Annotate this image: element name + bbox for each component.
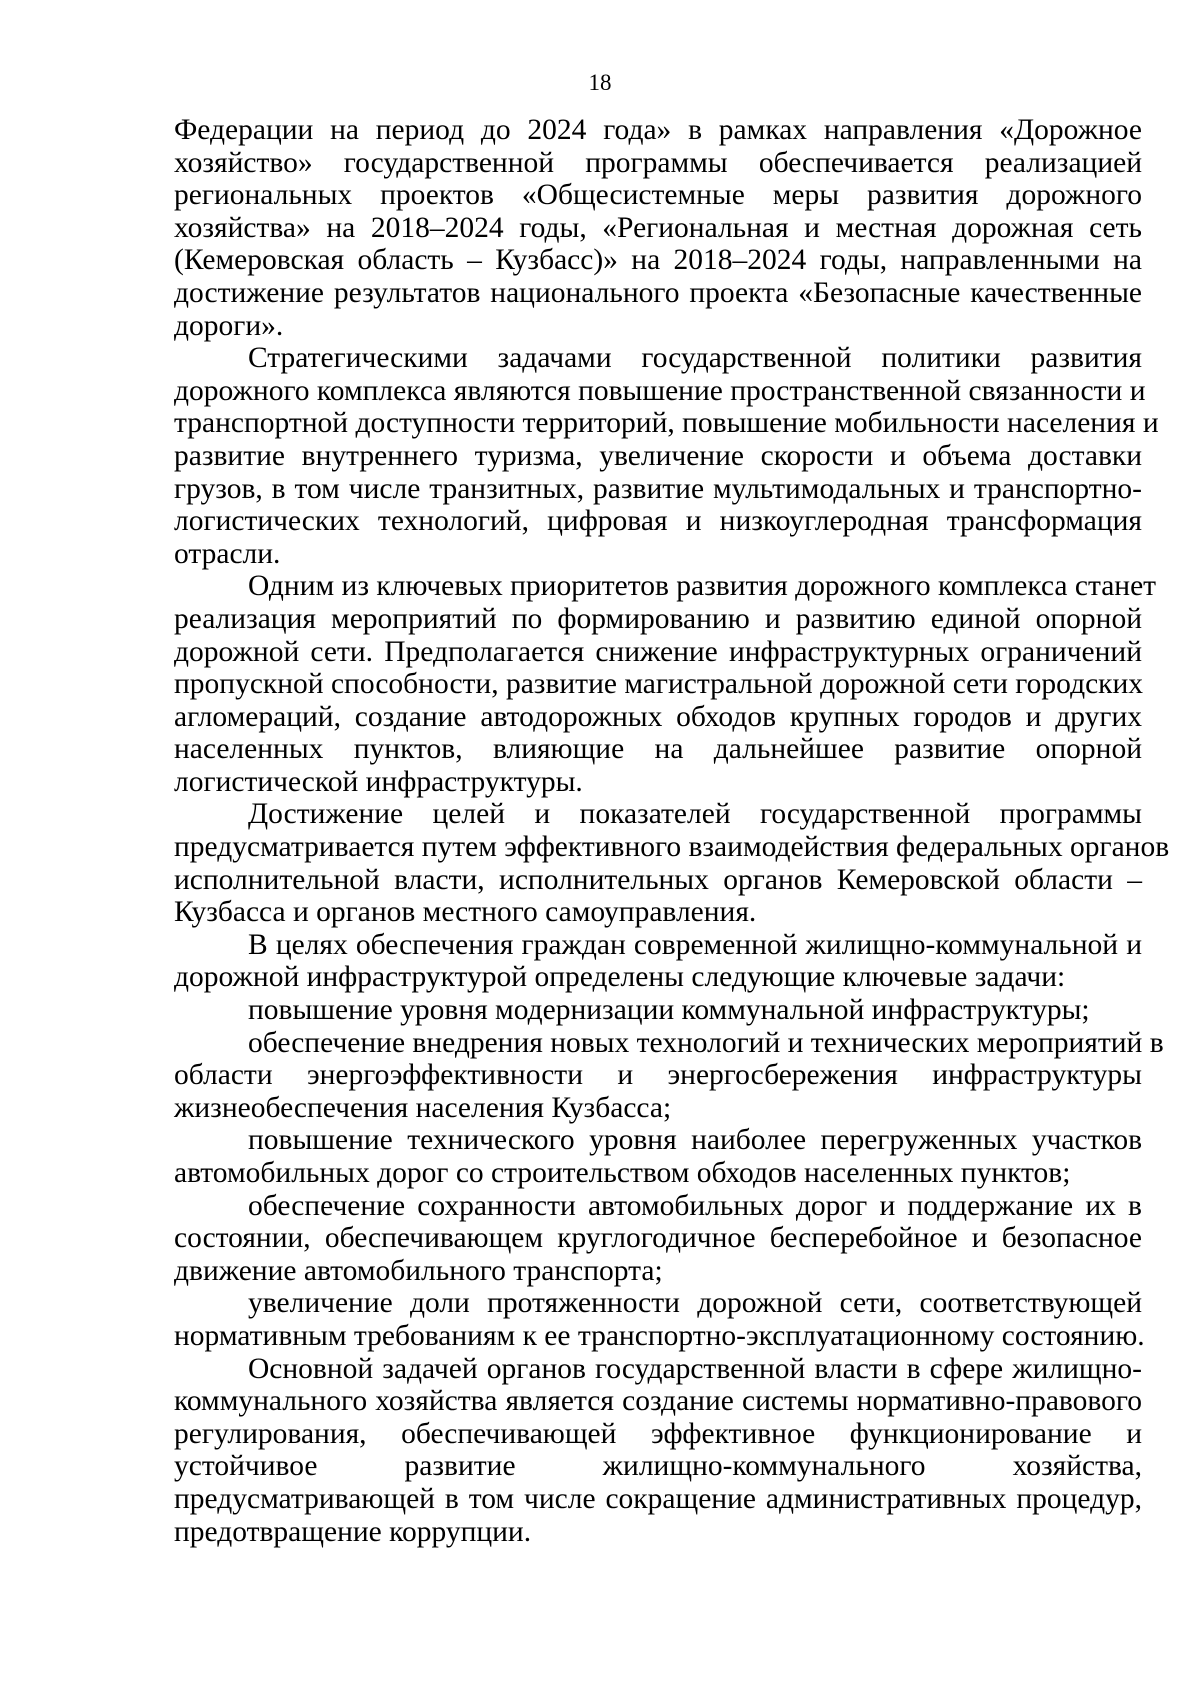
text-line: Кузбасса и органов местного самоуправления. xyxy=(174,896,757,929)
text-line: дорожной сети. Предполагается снижение инфраструктурных ограничений xyxy=(174,635,1142,668)
paragraph xyxy=(174,114,1142,342)
text-line: реализация мероприятий по формированию и развитию единой опорной xyxy=(174,602,1142,635)
text-line: предусматривается путем эффективного взаимодействия федеральных органов xyxy=(174,831,1170,864)
text-line: транспортной доступности территорий, повышение мобильности населения и xyxy=(174,407,1159,440)
text-line: Одним из ключевых приоритетов развития дорожного комплекса станет xyxy=(248,570,1157,603)
text-line: увеличение доли протяженности дорожной сети, соответствующей xyxy=(248,1287,1142,1320)
text-line: развитие внутреннего туризма, увеличение скорости и объема доставки xyxy=(174,439,1142,472)
text-line: автомобильных дорог со строительством обходов населенных пунктов; xyxy=(174,1157,1071,1189)
text-line: хозяйства» на 2018–2024 годы, «Региональная и местная дорожная сеть xyxy=(174,211,1142,244)
text-line: обеспечение сохранности автомобильных дорог и поддержание их в xyxy=(248,1189,1142,1222)
text-line: хозяйство» государственной программы обеспечивается реализацией xyxy=(174,146,1142,179)
text-line: нормативным требованиям к ее транспортно-эксплуатационному состоянию. xyxy=(174,1319,1145,1352)
text-line: движение автомобильного транспорта; xyxy=(174,1254,663,1287)
text-line: агломераций, создание автодорожных обходов крупных городов и других xyxy=(174,700,1142,733)
paragraph xyxy=(174,570,1157,798)
text-line: Федерации на период до 2024 года» в рамках направления «Дорожное xyxy=(174,114,1142,146)
text-line: населенных пунктов, влияющие на дальнейшее развитие опорной xyxy=(174,733,1142,766)
text-line: грузов, в том числе транзитных, развитие мультимодальных и транспортно- xyxy=(174,472,1142,505)
text-line: логистических технологий, цифровая и низкоуглеродная трансформация xyxy=(174,505,1142,538)
paragraph xyxy=(174,342,1159,570)
text-line: жизнеобеспечения населения Кузбасса; xyxy=(174,1091,672,1124)
text-line: повышение уровня модернизации коммунальной инфраструктуры; xyxy=(248,994,1090,1027)
text-line: коммунального хозяйства является создание системы нормативно-правового xyxy=(174,1385,1142,1418)
text-line: Основной задачей органов государственной власти в сфере жилищно- xyxy=(248,1352,1142,1385)
paragraph xyxy=(174,929,1142,994)
text-line: области энергоэффективности и энергосбережения инфраструктуры xyxy=(174,1059,1142,1092)
text-line: устойчивое развитие жилищно-коммунального хозяйства, xyxy=(174,1450,1142,1483)
text-line: исполнительной власти, исполнительных органов Кемеровской области – xyxy=(174,863,1142,896)
paragraph xyxy=(174,1190,1142,1288)
paragraph xyxy=(174,1287,1145,1352)
text-line: предотвращение коррупции. xyxy=(174,1515,532,1548)
paragraph xyxy=(174,1353,1142,1549)
text-line: достижение результатов национального проекта «Безопасные качественные xyxy=(174,276,1142,309)
text-line: повышение технического уровня наиболее перегруженных участков xyxy=(248,1124,1142,1157)
text-line: обеспечение внедрения новых технологий и технических мероприятий в xyxy=(248,1026,1164,1059)
text-line: отрасли. xyxy=(174,537,281,570)
text-line: региональных проектов «Общесистемные меры развития дорожного xyxy=(174,179,1142,212)
text-line: состоянии, обеспечивающем круглогодичное бесперебойное и безопасное xyxy=(174,1222,1142,1255)
paragraph xyxy=(174,1026,1164,1125)
text-line: пропускной способности, развитие магистральной дорожной сети городских xyxy=(174,668,1144,701)
document-body xyxy=(174,114,1170,1548)
text-line: логистической инфраструктуры. xyxy=(174,765,583,798)
text-line: предусматривающей в том числе сокращение административных процедур, xyxy=(174,1482,1142,1515)
text-line: дороги». xyxy=(174,309,284,342)
text-line: В целях обеспечения граждан современной жилищно-коммунальной и xyxy=(248,928,1142,961)
text-line: регулирования, обеспечивающей эффективное функционирование и xyxy=(174,1417,1142,1450)
text-line: Достижение целей и показателей государственной программы xyxy=(248,798,1142,831)
paragraph xyxy=(174,994,1142,1027)
paragraph xyxy=(174,1124,1142,1189)
paragraph xyxy=(174,798,1170,929)
text-line: дорожной инфраструктурой определены следующие ключевые задачи: xyxy=(174,961,1066,994)
text-line: Стратегическими задачами государственной политики развития xyxy=(248,342,1142,375)
text-line: дорожного комплекса являются повышение пространственной связанности и xyxy=(174,374,1146,407)
page-number: 18 xyxy=(588,70,612,95)
text-line: (Кемеровская область – Кузбасс)» на 2018–2024 годы, направленными на xyxy=(174,244,1142,277)
